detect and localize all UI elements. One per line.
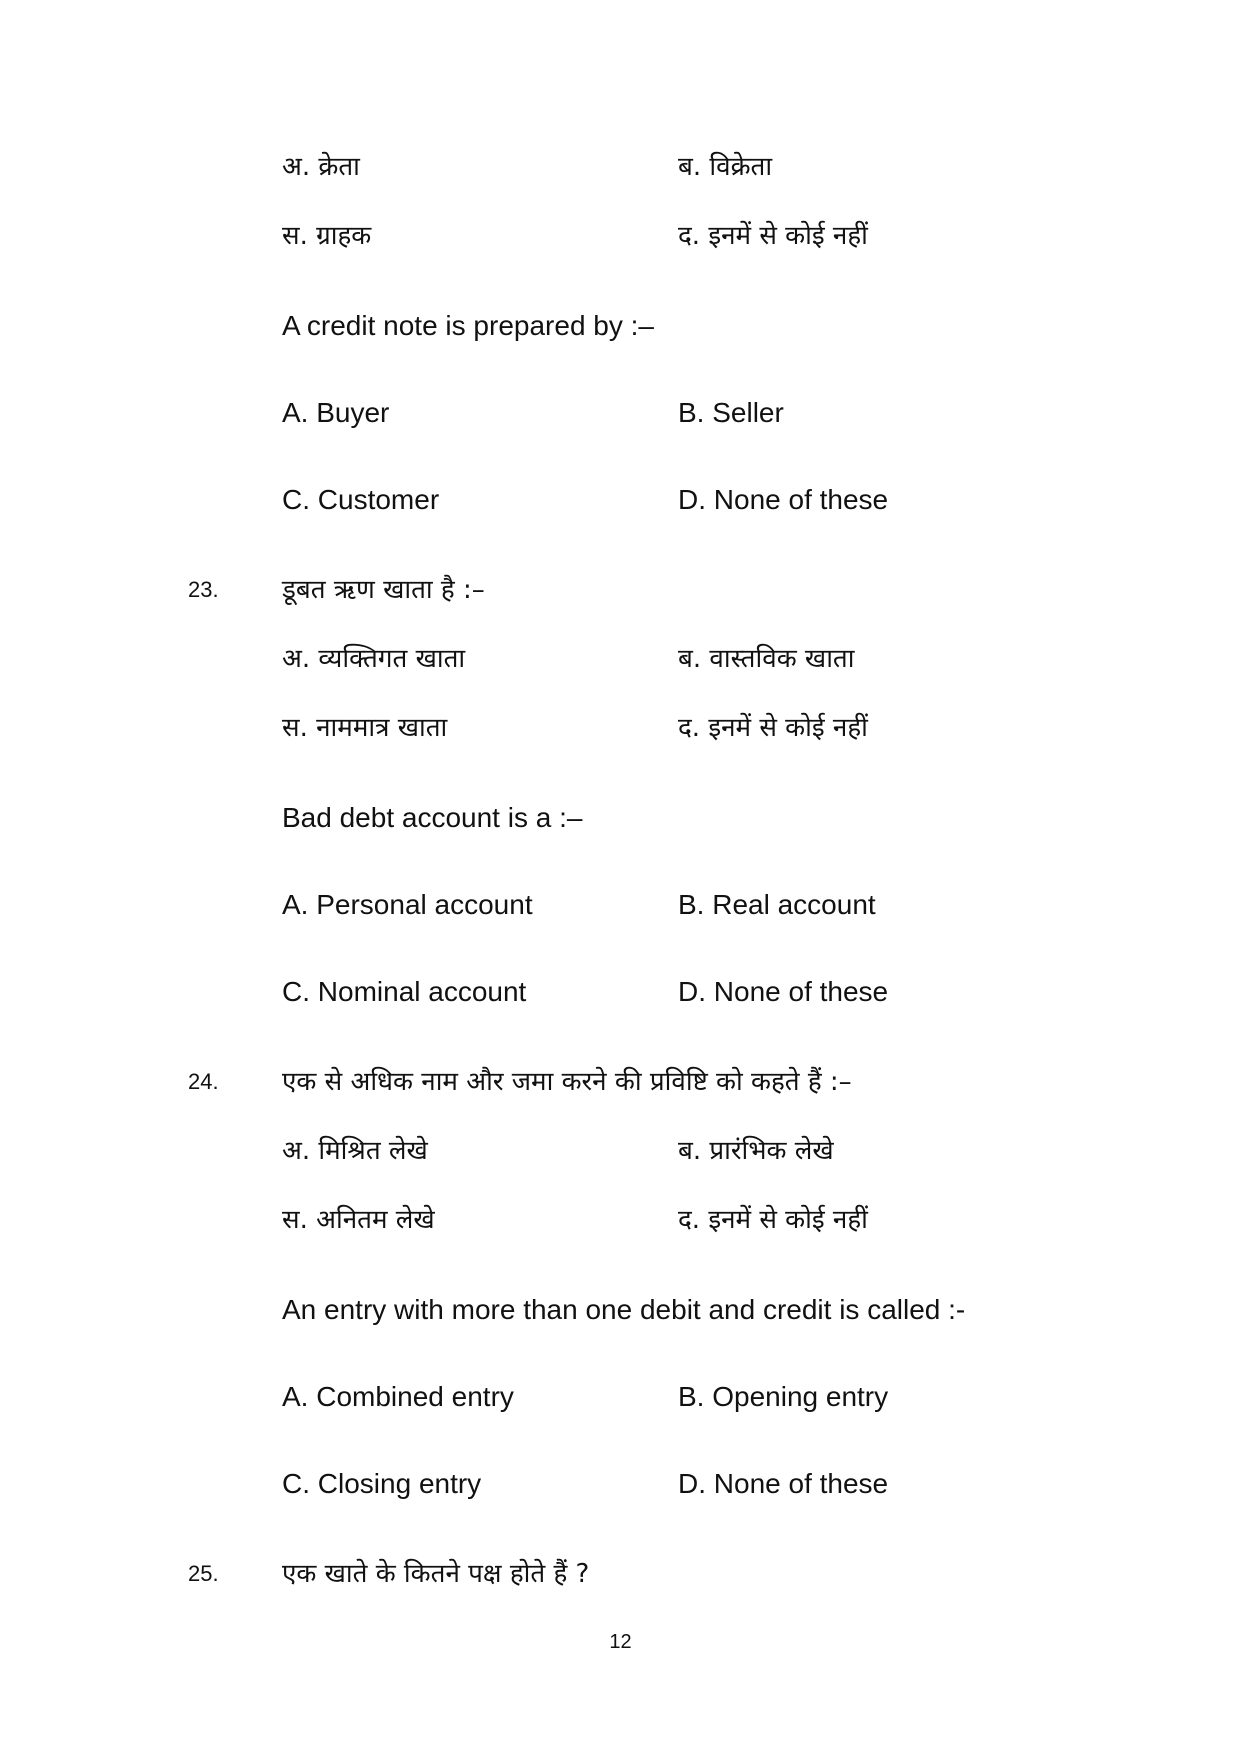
q24-en-option-c: C. Closing entry bbox=[282, 1468, 482, 1499]
q23-hi-option-b: ब. वास्तविक खाता bbox=[678, 644, 855, 674]
q23-en-option-d: D. None of these bbox=[678, 976, 889, 1007]
q22-hi-option-b: ब. विक्रेता bbox=[678, 152, 773, 182]
page-number: 12 bbox=[609, 1631, 632, 1653]
q24-hi-option-b: ब. प्रारंभिक लेखे bbox=[678, 1136, 834, 1166]
q23-hi-question: डूबत ऋण खाता है :– bbox=[282, 575, 485, 605]
q24-hi-option-a: अ. मिश्रित लेखे bbox=[282, 1136, 428, 1166]
q24-hi-option-d: द. इनमें से कोई नहीं bbox=[678, 1205, 868, 1235]
q24-number: 24. bbox=[188, 1069, 219, 1094]
q22-en-question: A credit note is prepared by :– bbox=[282, 310, 654, 341]
q24-en-question: An entry with more than one debit and credit is called :- bbox=[282, 1294, 966, 1325]
q22-en-option-a: A. Buyer bbox=[282, 397, 390, 428]
q23-hi-option-a: अ. व्यक्तिगत खाता bbox=[282, 644, 466, 674]
q22-en-option-d: D. None of these bbox=[678, 484, 889, 515]
q24-hi-question: एक से अधिक नाम और जमा करने की प्रविष्टि को कहते हैं :– bbox=[282, 1067, 852, 1097]
q22-hi-option-c: स. ग्राहक bbox=[282, 221, 372, 251]
q23-en-option-b: B. Real account bbox=[678, 889, 876, 920]
q25-hi-question: एक खाते के कितने पक्ष होते हैं ? bbox=[282, 1559, 590, 1589]
q23-en-question: Bad debt account is a :– bbox=[282, 802, 583, 833]
q23-en-option-c: C. Nominal account bbox=[282, 976, 527, 1007]
q23-hi-option-c: स. नाममात्र खाता bbox=[282, 713, 448, 743]
q24-en-option-b: B. Opening entry bbox=[678, 1381, 889, 1412]
q23-number: 23. bbox=[188, 577, 219, 602]
q23-en-option-a: A. Personal account bbox=[282, 889, 533, 920]
q22-en-option-b: B. Seller bbox=[678, 397, 784, 428]
q24-en-option-a: A. Combined entry bbox=[282, 1381, 514, 1412]
q23-hi-option-d: द. इनमें से कोई नहीं bbox=[678, 713, 868, 743]
q22-en-option-c: C. Customer bbox=[282, 484, 440, 515]
q24-en-option-d: D. None of these bbox=[678, 1468, 889, 1499]
q24-hi-option-c: स. अनितम लेखे bbox=[282, 1205, 435, 1235]
q25-number: 25. bbox=[188, 1561, 219, 1586]
q22-hi-option-a: अ. क्रेता bbox=[282, 152, 360, 182]
q22-hi-option-d: द. इनमें से कोई नहीं bbox=[678, 221, 868, 251]
